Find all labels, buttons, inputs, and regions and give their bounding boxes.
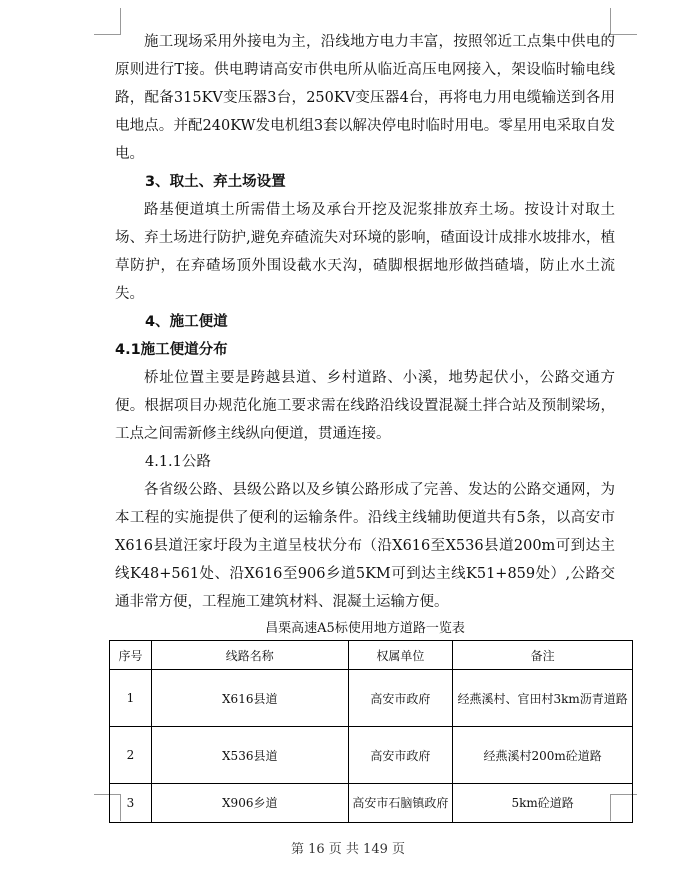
cell-remarks: 经燕溪村200m砼道路 bbox=[453, 727, 633, 784]
cell-no: 1 bbox=[110, 670, 152, 727]
table-row bbox=[110, 670, 633, 727]
cell-no: 3 bbox=[110, 784, 152, 823]
header-remarks: 备注 bbox=[453, 641, 633, 670]
paragraph-power-supply: 施工现场采用外接电为主，沿线地方电力丰富，按照邻近工点集中供电的原则进行T接。供电聘请高安市供电所从临近高压电网接入，架设临时输电线路，配备315KV变压器3台，250KV变压器4台，再将电力用电缆输送到各用电地点。并配240KW发电机组3套以解决停电时临时用电。零星用电采取自发电。 bbox=[115, 34, 615, 162]
header-route-name: 线路名称 bbox=[151, 641, 348, 670]
table-row bbox=[110, 727, 633, 784]
cell-no: 2 bbox=[110, 727, 152, 784]
paragraph-bridge-site: 桥址位置主要是跨越县道、乡村道路、小溪，地势起伏小，公路交通方便。根据项目办规范化施工要求需在线路沿线设置混凝土拌合站及预制梁场，工点之间需新修主线纵向便道，贯通连接。 bbox=[115, 370, 615, 442]
cell-owner: 高安市政府 bbox=[348, 670, 453, 727]
table-row bbox=[110, 784, 633, 823]
header-no: 序号 bbox=[110, 641, 152, 670]
cell-owner: 高安市石脑镇政府 bbox=[348, 784, 453, 823]
cell-owner: 高安市政府 bbox=[348, 727, 453, 784]
cell-route-name: X906乡道 bbox=[151, 784, 348, 823]
cell-remarks: 5km砼道路 bbox=[453, 784, 633, 823]
road-table bbox=[109, 640, 633, 823]
paragraph-borrow-spoil: 路基便道填土所需借土场及承台开挖及泥浆排放弃土场。按设计对取土场、弃土场进行防护,避免弃碴流失对环境的影响，碴面设计成排水坡排水，植草防护，在弃碴场顶外围设截水天沟，碴脚根据地形做挡碴墙，防止水土流失。 bbox=[115, 202, 615, 302]
paragraph-highway: 各省级公路、县级公路以及乡镇公路形成了完善、发达的公路交通网，为本工程的实施提供了便利的运输条件。沿线主线辅助便道共有5条，以高安市X616县道汪家圩段为主道呈枝状分布（沿X616至X536县道200m可到达主线K48+561处、沿X616至906乡道5KM可到达主线K51+859处）,公路交通非常方便，工程施工建筑材料、混凝土运输方便。 bbox=[115, 482, 615, 610]
heading-access-road-distribution: 4.1施工便道分布 bbox=[115, 342, 228, 358]
table-header-row bbox=[110, 641, 633, 670]
document-body bbox=[115, 28, 628, 823]
heading-borrow-spoil: 3、取土、弃土场设置 bbox=[145, 174, 286, 190]
page-number: 第 16 页 共 149 页 bbox=[290, 842, 406, 857]
cell-route-name: X536县道 bbox=[151, 727, 348, 784]
cell-remarks: 经燕溪村、官田村3km沥青道路 bbox=[453, 670, 633, 727]
cell-route-name: X616县道 bbox=[151, 670, 348, 727]
heading-access-road: 4、施工便道 bbox=[145, 314, 228, 330]
table-caption: 昌栗高速A5标使用地方道路一览表 bbox=[265, 621, 465, 636]
heading-highway: 4.1.1公路 bbox=[145, 454, 211, 470]
header-owner: 权属单位 bbox=[348, 641, 453, 670]
